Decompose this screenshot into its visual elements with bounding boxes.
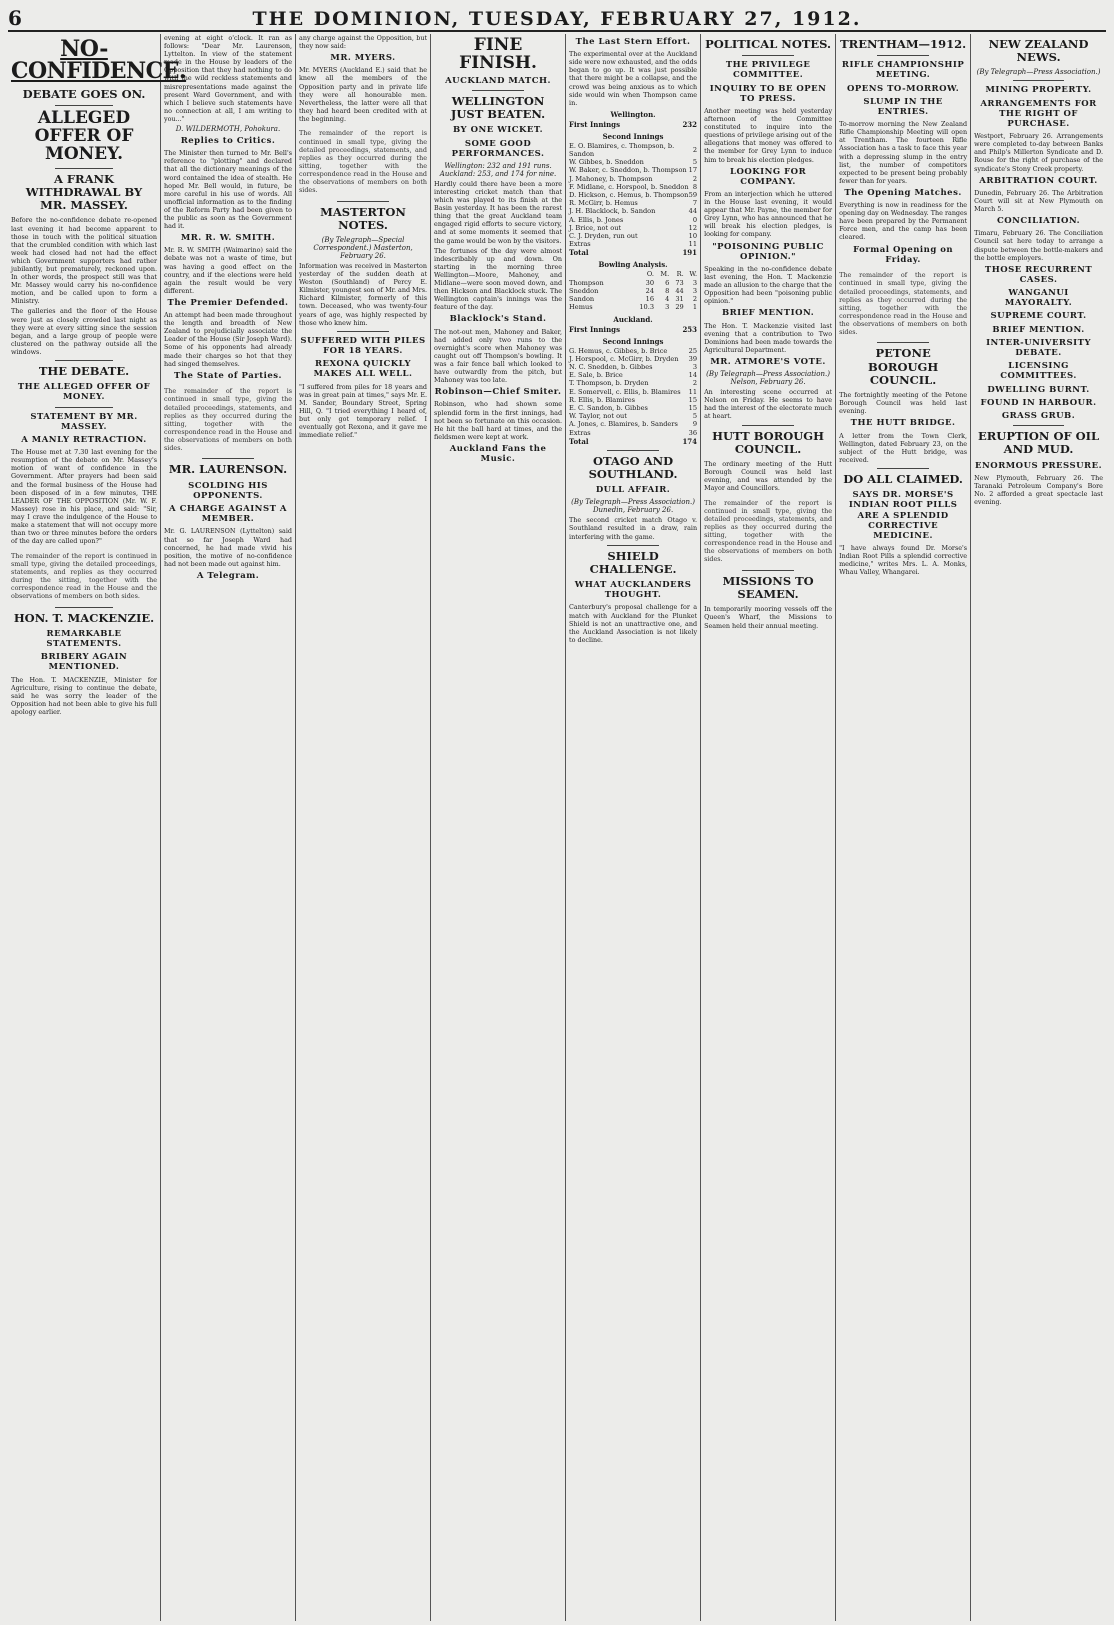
- article-text: Information was received in Masterton yesterday of the sudden death at Weston (Southland) of Percy E. Kilmister, youngest son of Mr. and Mrs. Richard Kilmister, formerly of this town. Deceased, who was twenty-four years of age, was highly respected by those who knew him.: [299, 262, 428, 327]
- subheading: MR. MYERS.: [330, 53, 396, 64]
- innings-title: Second Innings: [602, 336, 664, 346]
- article-text: The second cricket match Otago v. Southland resulted in a draw, rain interfering with the game.: [569, 516, 698, 541]
- article-text: The Hon. T. MACKENZIE, Minister for Agriculture, rising to continue the debate, said he was sorry the leader of the Opposition had not been able to give his full apology earlier.: [11, 675, 157, 716]
- article-text: New Plymouth, February 26. The Taranaki Petroleum Company's Bore No. 2 afforded a great spectacle last evening.: [974, 473, 1103, 507]
- article-text: The Minister then turned to Mr. Bell's reference to "plotting" and declared that all the dictionary meanings of the word contained the idea of stealth. He hoped Mr. Bell would, in future, be more careful in his use of words. All unofficial information as to the finding of the Reform Party had been given to the public as soon as the Government had it.: [164, 149, 293, 231]
- subheading: LICENSING COMMITTEES.: [1000, 361, 1077, 382]
- score-row: J. H. Blacklock, b. Sandon 44: [569, 207, 698, 216]
- subheading: LOOKING FOR COMPANY.: [730, 166, 807, 187]
- bowling-title: Bowling Analysis.: [598, 260, 668, 270]
- scorecard-title: Auckland.: [613, 314, 653, 324]
- score-row: E. Sale, b. Brice 14: [569, 371, 698, 380]
- score-row: E. O. Blamires, c. Thompson, b. Sandon 2: [569, 141, 698, 159]
- deck: AUCKLAND MATCH.: [445, 75, 552, 86]
- dateline: (By Telegraph—Special Correspondent.) Masterton, February 26.: [313, 236, 413, 260]
- section-heading: THE DEBATE.: [38, 364, 130, 378]
- bowling-row: Sneddon 24 8 44 3: [569, 286, 698, 295]
- score-row: G. Hemus, c. Gibbes, b. Brice 25: [569, 346, 698, 355]
- subheading: FOUND IN HARBOUR.: [980, 397, 1097, 408]
- subheading: Blacklock's Stand.: [449, 314, 547, 325]
- subheading: The Premier Defended.: [167, 297, 289, 308]
- score-row: N. C. Snedden, b. Gibbes 3: [569, 362, 698, 371]
- subheading: MR. R. W. SMITH.: [180, 233, 276, 244]
- article-text: The remainder of the report is continued in small type, giving the detailed proceedings, statements, and replies as they occurred during the sitting, together with the correspondence read in the House and the observations of members on both sides.: [839, 271, 968, 336]
- column-1: [8, 34, 187, 1621]
- article-text: evening at eight o'clock. It ran as follows: "Dear Mr. Laurenson, Lyttelton. In view of the statement made in the House by leaders of the Opposition that they had nothing to do with the wild reckless statements and misrepresentations made against the present Ward Government, and with which I believe such statements have no connection at all, I am writing to you...": [164, 34, 293, 123]
- article-text: The remainder of the report is continued in small type, giving the detailed proceedings, statements, and replies as they occurred during the sitting, together with the correspondence read in the House and the observations of members on both sides.: [164, 387, 293, 452]
- deck: REMARKABLE STATEMENTS.: [46, 628, 122, 650]
- columns: [8, 34, 1106, 1621]
- score-row: C. J. Dryden, run out 10: [569, 232, 698, 241]
- headline-trentham: TRENTHAM—1912.: [840, 37, 967, 51]
- article-text: A letter from the Town Clerk, Wellington, dated February 23, on the subject of the Hutt bridge, was received.: [839, 431, 968, 464]
- deck: ALLEGED OFFER OF MONEY.: [34, 108, 134, 164]
- headline-fine-finish: FINE FINISH.: [459, 35, 537, 73]
- deck: DULL AFFAIR.: [595, 485, 671, 496]
- article-text: Timaru, February 26. The Conciliation Council sat here today to arrange a dispute between the bottle-makers and the bottle employers.: [974, 229, 1103, 262]
- deck: SLUMP IN THE ENTRIES.: [863, 96, 943, 117]
- dateline: (By Telegraph—Press Association.): [976, 68, 1101, 77]
- score-row: J. Brice, not out 12: [569, 223, 698, 232]
- score-row: A. Ellis, b. Jones 0: [569, 215, 698, 224]
- deck: RIFLE CHAMPIONSHIP MEETING.: [841, 60, 965, 81]
- section-heading: ERUPTION OF OIL AND MUD.: [977, 429, 1100, 457]
- score-row: W. Taylor, not out 5: [569, 412, 698, 421]
- article-text: Mr. MYERS (Auckland E.) said that he knew all the members of the Opposition party and in private life they were all honourable men. Nevertheless, the latter were all that they had heard been credited with at the beginning.: [299, 66, 428, 123]
- article-text: To-morrow morning the New Zealand Rifle Championship Meeting will open at Trentham. The fourteen Rifle Association has a task to face this year with a depressing slump in the entry list, the number of competitors expected to be present being probably fewer than for years.: [839, 120, 968, 185]
- score-row: Extras 36: [569, 428, 698, 437]
- score-summary: Wellington: 232 and 191 runs. Auckland: 253, and 174 for nine.: [439, 161, 557, 178]
- subheading: THE HUTT BRIDGE.: [850, 418, 956, 429]
- subheading: DWELLING BURNT.: [987, 384, 1090, 395]
- first-innings-line: First Innings 232: [569, 119, 698, 129]
- deck: BRIBERY AGAIN MENTIONED.: [40, 652, 128, 673]
- score-row: F. Midlane, c. Horspool, b. Sneddon 8: [569, 182, 698, 191]
- advert-deck: REXONA QUICKLY MAKES ALL WELL.: [313, 359, 413, 380]
- article-text: The fortunes of the day were almost indescribably up and down. On starting in the morning three Wellington—Moore, Mahoney, and Midlane—were soon moved down, and then Hickson and Blacklock stuck. The Wellington captain's innings was the feature of the day.: [434, 246, 563, 312]
- headline-nz-news: NEW ZEALAND NEWS.: [988, 37, 1089, 65]
- score-row: A. Jones, c. Blamires, b. Sanders 9: [569, 420, 698, 429]
- subheading: BRIEF MENTION.: [721, 308, 815, 319]
- innings-title: Second Innings: [602, 131, 664, 141]
- total-line: Total 191: [569, 248, 698, 258]
- deck: OPENS TO-MORROW.: [846, 83, 960, 94]
- subheading: INTER-UNIVERSITY DEBATE.: [986, 337, 1092, 358]
- score-row: E. Somervell, c. Ellis, b. Blamires 11: [569, 387, 698, 396]
- bowling-header-row: O. M. R. W.: [646, 270, 698, 279]
- article-text: Mr. R. W. SMITH (Waimarino) said the debate was not a waste of time, but was having a good effect on the country, and if the elections were held again the result would be very different.: [164, 246, 293, 295]
- subheading: "POISONING PUBLIC OPINION.": [712, 241, 824, 262]
- score-row: J. Mahoney, b. Thompson 2: [569, 174, 698, 183]
- bowling-row: Thompson 30 6 73 3: [569, 278, 698, 287]
- article-text: The remainder of the report is continued in small type, giving the detailed proceedings, statements, and replies as they occurred during the sitting, together with the correspondence read in the House and the observations of members on both sides.: [299, 129, 428, 195]
- subheading: The State of Parties.: [174, 370, 282, 381]
- deck: STATEMENT BY MR. MASSEY.: [30, 411, 138, 432]
- subheading: GRASS GRUB.: [1001, 410, 1076, 421]
- deck: A MANLY RETRACTION.: [21, 434, 147, 445]
- subheading: THOSE RECURRENT CASES.: [984, 264, 1093, 285]
- deck: BY ONE WICKET.: [453, 125, 544, 136]
- subheading: MINING PROPERTY.: [985, 85, 1092, 96]
- masthead: [8, 6, 1106, 32]
- score-row: Extras 11: [569, 240, 698, 249]
- subheading: WANGANUI MAYORALTY.: [1004, 288, 1073, 309]
- page-number: 6: [8, 6, 22, 30]
- article-text: The remainder of the report is continued in small type, giving the detailed proceedings, statements, and replies as they occurred during the sitting, together with the correspondence read in the House and the observations of members on both sides.: [11, 551, 157, 601]
- deck: DEBATE GOES ON.: [22, 87, 146, 101]
- article-text: Before the no-confidence debate re-opened last evening it had become apparent to those in touch with the political situation that the crumbled condition with which last week had closed had not had the effect which Government supporters had rather jubilantly, but prematurely, reckoned upon. In other words, the prospect still was that Mr. Massey would carry his no-confidence motion, and be called upon to form a Ministry.: [11, 216, 157, 306]
- first-innings-line: First Innings 253: [569, 324, 698, 334]
- subheading: ENORMOUS PRESSURE.: [975, 460, 1103, 471]
- article-text: The not-out men, Mahoney and Baker, had added only two runs to the overnight's score when Mahoney was caught out off Thompson's bowling. It was a fair fence ball which looked to have outwardly from the pitch, but Mahoney was too late.: [434, 327, 563, 385]
- score-row: R. McGirr, b. Hemus 7: [569, 199, 698, 208]
- section-heading: HON. T. MACKENZIE.: [13, 610, 155, 625]
- column-4: [431, 34, 566, 1621]
- bowling-row: Hemus 10.3 3 29 1: [569, 303, 698, 312]
- deck: A CHARGE AGAINST A MEMBER.: [169, 504, 287, 525]
- subheading: BRIEF MENTION.: [992, 324, 1085, 335]
- column-7: [836, 34, 971, 1621]
- headline-political-notes: POLITICAL NOTES.: [705, 37, 832, 51]
- subheading: Formal Opening on Friday.: [853, 244, 954, 265]
- score-row: R. Ellis, b. Blamires 15: [569, 395, 698, 404]
- article-text: Mr. G. LAURENSON (Lyttelton) said that so far Joseph Ward had concerned, he had made vivid his position, the motive of no-confidence had not been made out against him.: [164, 527, 293, 568]
- column-8: [971, 34, 1106, 1621]
- advert-deck: SAYS DR. MORSE'S INDIAN ROOT PILLS ARE A SPLENDID CORRECTIVE MEDICINE.: [848, 490, 958, 541]
- subheading: SUPREME COURT.: [990, 311, 1087, 322]
- subheading: A Telegram.: [196, 570, 260, 581]
- score-row: W. Baker, c. Sneddon, b. Thompson 17: [569, 166, 698, 175]
- article-text: Robinson, who had shown some splendid form in the first innings, had not been so fortunate on this occasion. He hit the ball hard at times, and the fieldsmen were kept at work.: [434, 400, 563, 441]
- newspaper-title: THE DOMINION, TUESDAY, FEBRUARY 27, 1912.: [252, 8, 862, 30]
- article-text: Another meeting was held yesterday afternoon of the Committee constituted to inquire into the questions of privilege arising out of the allegations that money was offered to the member for Grey Lynn to induce him to break his election pledges.: [704, 106, 833, 164]
- deck: SCOLDING HIS OPPONENTS.: [188, 480, 268, 501]
- section-heading: HUTT BOROUGH COUNCIL.: [712, 428, 824, 456]
- article-text: An interesting scene occurred at Nelson on Friday. He seems to have had the interest of the electorate much at heart.: [704, 388, 833, 421]
- deck: THE ALLEGED OFFER OF MONEY.: [17, 382, 151, 403]
- section-heading: SHIELD CHALLENGE.: [589, 548, 677, 576]
- score-row: D. Hickson, c. Hemus, b. Thompson 59: [569, 191, 698, 200]
- article-text: In temporarily mooring vessels off the Queen's Wharf, the Missions to Seamen held their annual meeting.: [704, 605, 833, 630]
- scorecard-title: Wellington.: [610, 109, 656, 119]
- column-5: [566, 34, 701, 1621]
- advert-heading: DO ALL CLAIMED.: [843, 471, 963, 486]
- subheading: ARBITRATION COURT.: [979, 175, 1098, 186]
- bowling-row: Sandon 16 4 31 2: [569, 295, 698, 304]
- subheading: The Opening Matches.: [844, 187, 962, 198]
- section-heading: MASTERTON NOTES.: [320, 204, 406, 232]
- article-text: Hardly could there have been a more interesting cricket match than that which was played to its finish at the Basin yesterday. It has been the rarest thing that the great Auckland team engaged rigid efforts to secure victory, and at some moments it seemed that the game would be won by the visitors.: [434, 179, 563, 245]
- article-text: An attempt had been made throughout the length and breadth of New Zealand to prejudicially associate the Leader of the House (Sir Joseph Ward). Some of his opponents had already made their charges so hot that they had singed themselves.: [164, 311, 293, 368]
- article-text: Everything is now in readiness for the opening day on Wednesday. The ranges have been prepared by the Permanent Force men, and the camp has been cleared.: [839, 201, 968, 242]
- deck: SOME GOOD PERFORMANCES.: [451, 138, 545, 159]
- subheading: The Last Stern Effort.: [575, 37, 691, 47]
- subheading: CONCILIATION.: [996, 216, 1081, 227]
- article-text: The Hon. T. Mackenzie visited last evening that a contribution to Two Dominions had been made towards the Agricultural Department.: [704, 321, 833, 354]
- subheading: Replies to Critics.: [180, 136, 276, 147]
- deck: WELLINGTON JUST BEATEN.: [450, 93, 546, 122]
- deck: WHAT AUCKLANDERS THOUGHT.: [574, 580, 692, 601]
- score-row: E. C. Sandon, b. Gibbes 15: [569, 403, 698, 412]
- deck: A FRANK WITHDRAWAL BY MR. MASSEY.: [25, 171, 143, 213]
- signature: D. WILDERMOTH, Pohokura.: [175, 125, 281, 134]
- article-text: Speaking in the no-confidence debate last evening, the Hon. T. Mackenzie made an allusion to the charge that the Opposition had been "poisoning public opinion.": [704, 264, 833, 306]
- score-row: W. Gibbes, b. Sneddon 5: [569, 158, 698, 167]
- section-heading: OTAGO AND SOUTHLAND.: [588, 453, 678, 481]
- section-heading: PETONE BOROUGH COUNCIL.: [867, 346, 939, 387]
- section-heading: MISSIONS TO SEAMEN.: [722, 573, 814, 602]
- subheading: Robinson—Chief Smiter.: [434, 387, 562, 398]
- article-text: Canterbury's proposal challenge for a match with Auckland for the Plunket Shield is not an unattractive one, and the Auckland Association is not likely to decline.: [569, 603, 698, 644]
- article-text: From an interjection which he uttered in the House last evening, it would appear that Mr. Payne, the member for Grey Lynn, who has announced that he will break his election pledges, is looking for company.: [704, 190, 833, 239]
- dateline: (By Telegraph—Press Association.) Dunedin, February 26.: [571, 498, 695, 515]
- score-row: T. Thompson, b. Dryden 2: [569, 379, 698, 388]
- section-heading: MR. LAURENSON.: [168, 462, 288, 477]
- wellington-scorecard: [569, 142, 697, 249]
- column-2: [161, 34, 296, 1621]
- article-text: The House met at 7.30 last evening for the resumption of the debate on Mr. Massey's motion of want of confidence in the Government. After prayers had been said and the formal business of the House had been disposed of in a few minutes, THE LEADER OF THE OPPOSITION (Mr. W. F. Massey) rose in his place, and said: "Sir, may I crave the indulgence of the House to make a statement that will not occupy more than two or three minutes before the orders of the day are called upon?": [11, 448, 157, 546]
- subheading: MR. ATMORE'S VOTE.: [710, 356, 826, 367]
- advert-text: "I have always found Dr. Morse's Indian Root Pills a splendid corrective medicine," writes Mrs. L. A. Monks, Whau Valley, Whangarei.: [839, 544, 968, 577]
- total-line: Total 174: [569, 436, 698, 446]
- article-text: any charge against the Opposition, but they now said:: [299, 34, 428, 51]
- subheading: ARRANGEMENTS FOR THE RIGHT OF PURCHASE.: [980, 98, 1097, 129]
- advert-text: "I suffered from piles for 18 years and was in great pain at times," says Mr. E. M. Sander, Boundary Street, Spring Hill, Q. "I tried everything I heard of, but only got temporary relief. I eventually got Rexona, and it gave me immediate relief.": [299, 382, 428, 440]
- article-text: The fortnightly meeting of the Petone Borough Council was held last evening.: [839, 391, 968, 416]
- column-3: [296, 34, 431, 1621]
- auckland-scorecard: [569, 347, 697, 437]
- subheading: Auckland Fans the Music.: [449, 443, 547, 465]
- column-6: [701, 34, 836, 1621]
- article-text: The galleries and the floor of the House were just as closely crowded last night as they were at every sitting since the session began, and a large group of people were clustered on the pathway outside all the windows.: [11, 307, 157, 356]
- dateline: (By Telegraph—Press Association.) Nelson, February 26.: [706, 370, 830, 387]
- article-text: Dunedin, February 26. The Arbitration Court will sit at New Plymouth on March 5.: [974, 188, 1103, 214]
- advert-heading: SUFFERED WITH PILES FOR 18 YEARS.: [300, 335, 426, 356]
- article-text: The experimental over at the Auckland side were now exhausted, and the odds began to go up. It was just possible that there might be a collapse, and the crowd was being anxious as to which side would win when Thompson came in.: [569, 50, 698, 107]
- deck: THE PRIVILEGE COMMITTEE.: [725, 60, 811, 81]
- deck: INQUIRY TO BE OPEN TO PRESS.: [709, 83, 827, 104]
- article-text: Westport, February 26. Arrangements were completed to-day between Banks and Philp's Millerton Syndicate and D. Rouse for the right of purchase of the syndicate's Stony Creek property.: [974, 132, 1103, 173]
- headline-no-confidence: NO-CONFIDENCE.: [11, 36, 187, 84]
- article-text: The ordinary meeting of the Hutt Borough Council was held last evening, and was attended by the Mayor and Councillors.: [704, 459, 833, 493]
- article-text: The remainder of the report is continued in small type, giving the detailed proceedings, statements, and replies as they occurred during the sitting, together with the correspondence read in the House and the observations of members on both sides.: [704, 498, 833, 564]
- score-row: J. Horspool, c. McGirr, b. Dryden 39: [569, 354, 698, 363]
- bowling-table: [569, 270, 697, 311]
